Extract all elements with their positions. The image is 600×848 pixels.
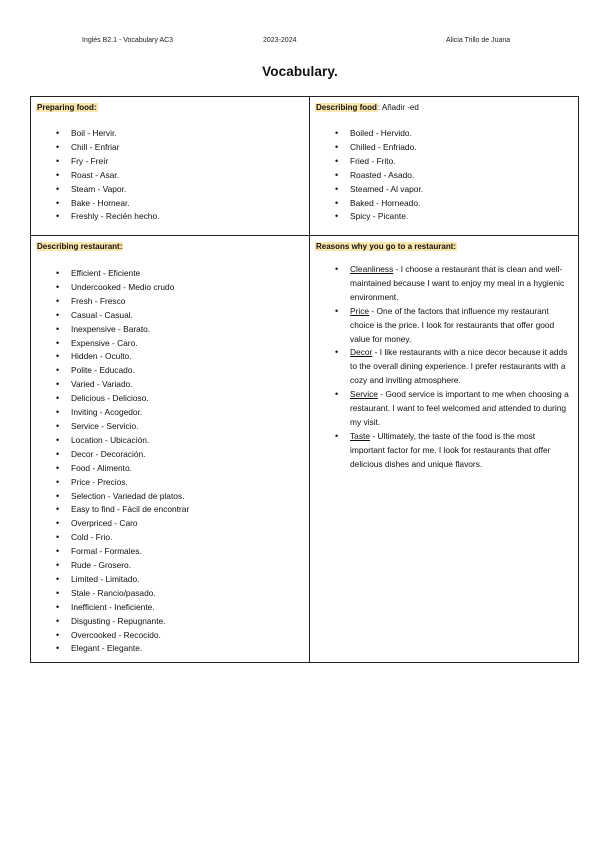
reason-item [315,305,573,347]
list-item: • Spicy - Picante. [315,210,573,224]
reasons-heading: Reasons why you go to a restaurant: [316,242,457,251]
list-item: • Chill - Enfriar [36,141,304,155]
list-item: • Location - Ubicación. [36,434,304,448]
list-item: • Overpriced - Caro [36,517,304,531]
list-item: • Cold - Frio. [36,531,304,545]
list-item: • Service - Servicio. [36,420,304,434]
list-item: • Inexpensive - Barato. [36,323,304,337]
list-item: • Hidden - Oculto. [36,350,304,364]
reason-text: - I like restaurants with a nice decor because it adds to the overall dining experience. I prefer restaurants with a cozy and inviting atmosphere. [350,347,568,386]
reasons-cell [310,236,579,663]
list-item: • Varied - Variado. [36,378,304,392]
page-title: Vocabulary. [262,64,338,79]
describing-food-heading: Describing food: Añadir -ed [316,103,419,112]
course-label: Inglés B2.1 - Vocabulary AC3 [82,37,174,44]
list-item: • Decor - Decoración. [36,448,304,462]
list-item: • Formal - Formales. [36,545,304,559]
list-item: • Fried - Frito. [315,155,573,169]
reasons-list [315,263,573,472]
list-item: • Baked - Horneado. [315,197,573,211]
reason-term: Decor [350,347,373,358]
list-item: • Stale - Rancio/pasado. [36,587,304,601]
describing-food-list [315,127,573,224]
list-item: • Efficient - Eficiente [36,267,304,281]
school-year: 2023-2024 [263,37,297,44]
list-item: • Roast - Asar. [36,169,304,183]
list-item: • Overcooked - Recocido. [36,629,304,643]
vocabulary-table [30,96,579,663]
list-item: • Casual - Casual. [36,309,304,323]
reason-text: - Ultimately, the taste of the food is the most important factor for me. I look for restaurants that offer delicious dishes and unique flavors. [350,430,551,469]
list-item: • Boil - Hervir. [36,127,304,141]
list-item: • Price - Precios. [36,476,304,490]
preparing-food-heading: Preparing food: [37,103,97,112]
list-item: • Easy to find - Fácil de encontrar [36,503,304,517]
list-item: • Limited - Limitado. [36,573,304,587]
reason-item [315,430,573,472]
preparing-food-cell [31,97,310,236]
list-item: • Undercooked - Medio crudo [36,281,304,295]
list-item: • Freshly - Recién hecho. [36,210,304,224]
reason-term: Taste [350,430,371,441]
list-item: • Fry - Freír [36,155,304,169]
preparing-food-list [36,127,304,224]
list-item: • Steam - Vapor. [36,183,304,197]
author-name: Alicia Trillo de Juana [446,37,511,44]
describing-restaurant-cell [31,236,310,663]
list-item: • Bake - Hornear. [36,197,304,211]
list-item: • Disgusting - Repugnante. [36,615,304,629]
reason-item [315,346,573,388]
list-item: • Fresh - Fresco [36,295,304,309]
reason-text: - I choose a restaurant that is clean and well-maintained because I want to enjoy my meal in a hygienic environment. [350,264,565,302]
list-item: • Expensive - Caro. [36,337,304,351]
page-header [0,37,600,49]
reason-text: - One of the factors that influence my restaurant choice is the price. I look for restaurants that offer good value for money. [350,305,555,344]
describing-food-cell [310,97,579,236]
reason-term: Price [350,305,370,316]
list-item: • Boiled - Hervido. [315,127,573,141]
reason-item [315,263,573,305]
list-item: • Inviting - Acogedor. [36,406,304,420]
describing-restaurant-heading: Describing restaurant: [37,242,123,251]
reason-term: Service [350,389,378,400]
list-item: • Steamed - Al vapor. [315,183,573,197]
list-item: • Rude - Grosero. [36,559,304,573]
list-item: • Roasted - Asado. [315,169,573,183]
list-item: • Inefficient - Ineficiente. [36,601,304,615]
list-item: • Polite - Educado. [36,364,304,378]
describing-food-note: : Añadir -ed [377,103,419,112]
list-item: • Elegant - Elegante. [36,642,304,656]
reason-item [315,388,573,430]
list-item: • Delicious - Delicioso. [36,392,304,406]
list-item: • Chilled - Enfriado. [315,141,573,155]
reason-term: Cleanliness [350,264,394,274]
list-item: • Food - Alimento. [36,462,304,476]
list-item: • Selection - Variedad de platos. [36,490,304,504]
describing-restaurant-list [36,267,304,656]
reason-text: - Good service is important to me when choosing a restaurant. I want to feel welcomed and attended to during my visit. [350,389,569,427]
